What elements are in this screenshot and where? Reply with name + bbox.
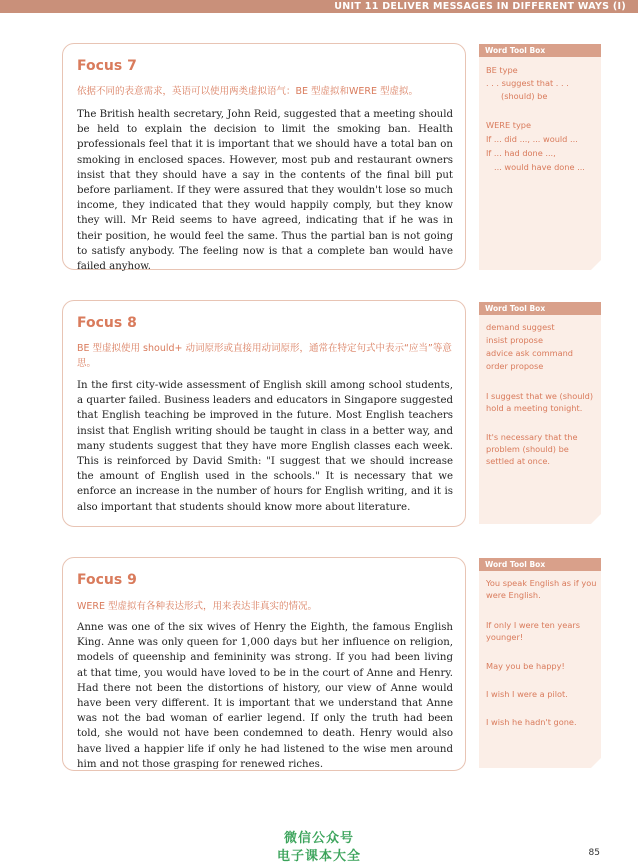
were-type-line-1: If ... did ..., ... would ...	[486, 134, 578, 144]
example-wish-pilot: I wish I were a pilot.	[486, 689, 568, 699]
page-number: 85	[588, 848, 600, 858]
were-type-label: WERE type	[486, 120, 532, 130]
focus-7-title: Focus 7	[77, 58, 137, 74]
verb-list-line-3: advice ask command	[486, 348, 573, 358]
page-fold-corner	[591, 758, 601, 768]
example-wish-gone: I wish he hadn't gone.	[486, 717, 577, 727]
focus-8-subtitle: BE 型虚拟使用 should+ 动词原形或直接用动词原形，通常在特定句式中表示“应当”等意思。	[77, 343, 452, 369]
be-type-line-2: (should) be	[501, 91, 548, 101]
focus-9-card	[62, 557, 466, 771]
word-tool-box-2-title: Word Tool Box	[479, 302, 601, 315]
word-tool-box-2	[479, 302, 601, 524]
focus-7-subtitle: 依据不同的表意需求，英语可以使用两类虚拟语气：BE 型虚拟和WERE 型虚拟。	[77, 86, 419, 97]
focus-9-title: Focus 9	[77, 572, 137, 588]
be-type-label: BE type	[486, 65, 518, 75]
word-tool-box-1-title: Word Tool Box	[479, 44, 601, 57]
example-may-you: May you be happy!	[486, 661, 565, 671]
focus-9-paragraph: Anne was one of the six wives of Henry the Eighth, the famous English King. Anne was only queen for 1,000 days but her influence on religion, models of queenship and femininity was strong. If you had been living at that time, you would have loved to be in the court of Anne and Henry. Had there not been the distortions of history, our view of Anne would have been very different. It is important that we understand that Anne was not the bad woman of earlier legend. If only the truth had been told, she would not have been condemned to death. Henry would also have lived a happier life if only he had listened to the wise men around him and not those grasping for renewed riches.	[77, 622, 453, 770]
word-tool-box-3	[479, 558, 601, 768]
example-as-if: You speak English as if you were English.	[486, 578, 597, 600]
example-suggest: I suggest that we (should) hold a meeting tonight.	[486, 391, 594, 413]
were-type-line-3: ... would have done ...	[494, 162, 585, 172]
wechat-watermark-line-1: 微信公众号	[283, 831, 354, 846]
focus-9-subtitle: WERE 型虚拟有各种表达形式，用来表达非真实的情况。	[77, 601, 318, 612]
example-necessary: It's necessary that the problem (should) be settled at once.	[486, 432, 578, 466]
be-type-line-1: . . . suggest that . . .	[486, 78, 569, 88]
verb-list-line-2: insist propose	[486, 335, 543, 345]
page-header	[0, 0, 638, 13]
example-if-only: If only I were ten years younger!	[486, 620, 580, 642]
verb-list-line-4: order propose	[486, 361, 544, 371]
verb-list-line-1: demand suggest	[486, 322, 555, 332]
word-tool-box-3-title: Word Tool Box	[479, 558, 601, 571]
focus-8-card	[62, 300, 466, 527]
wechat-watermark-line-2: 电子课本大全	[276, 849, 361, 864]
focus-7-card	[62, 43, 466, 273]
focus-8-paragraph: In the first city-wide assessment of English skill among school students, a quarter failed. Business leaders and educators in Singapore suggested that English teaching be improved in the future. Most English teachers insist that English writing should be taught in class in a better way, and many students suggest that they have more English classes each week. This is reinforced by David Smith: "I suggest that we should increase the amount of English used in the schools." It is necessary that we enforce an increase in the number of hours for English writing, and it is also important that students should know more about literature.	[77, 380, 453, 513]
page-fold-corner	[591, 260, 601, 270]
focus-8-title: Focus 8	[77, 315, 137, 331]
unit-title: UNIT 11 DELIVER MESSAGES IN DIFFERENT WAYS (I)	[334, 1, 626, 12]
focus-7-paragraph: The British health secretary, John Reid, suggested that a meeting should be held to explain the decision to limit the smoking ban. Health professionals feel that it is important that we should have a total ban on smoking in enclosed spaces. However, most pub and restaurant owners insist that they should have a say in the contents of the final bill put before parliament. If they were assured that they wouldn't lose so much income, they indicated that they would happily comply, but they know they will. Mr Reid seems to have agreed, indicating that if he was in their position, he would feel the same. Thus the partial ban is not going to satisfy anybody. The feeling now is that a complete ban would have failed anyhow.	[77, 109, 453, 273]
page-fold-corner	[591, 514, 601, 524]
word-tool-box-1	[479, 44, 601, 270]
were-type-line-2: If ... had done ...,	[486, 148, 556, 158]
